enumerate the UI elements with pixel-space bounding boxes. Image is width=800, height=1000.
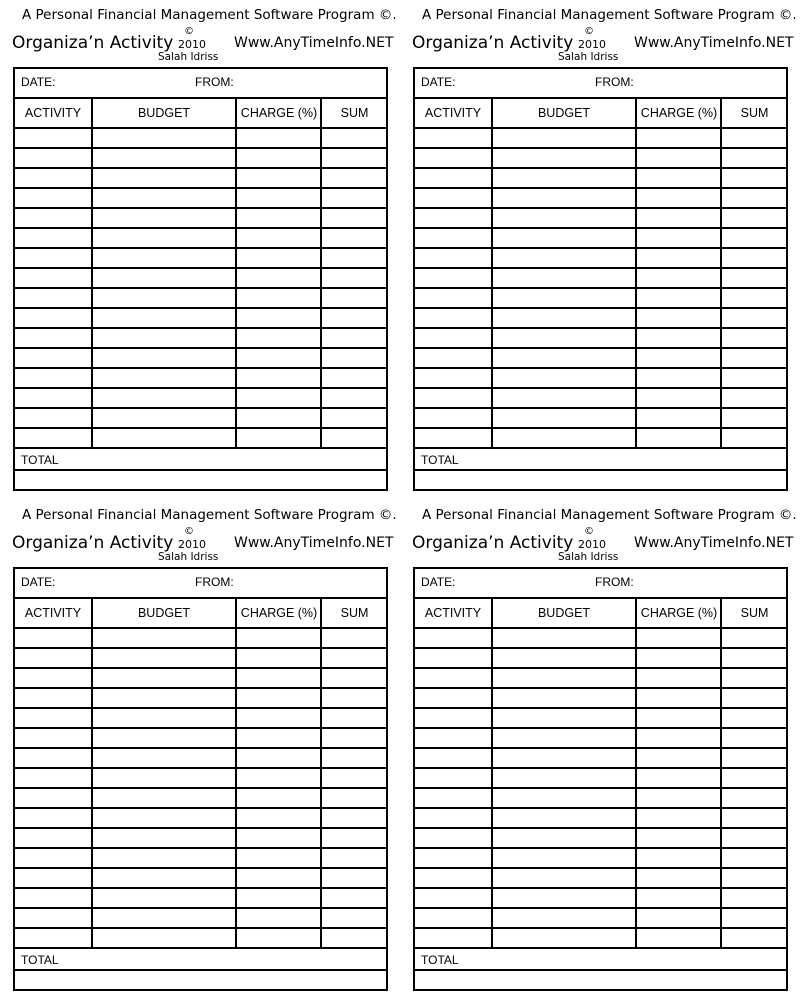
table-row-divider xyxy=(415,907,786,909)
column-header-charge: CHARGE (%) xyxy=(640,106,718,120)
column-header-budget: BUDGET xyxy=(137,106,191,120)
total-label: TOTAL xyxy=(421,453,459,467)
table-row-divider xyxy=(415,787,786,789)
activity-table xyxy=(413,67,788,491)
table-row-divider xyxy=(15,327,386,329)
column-divider xyxy=(720,597,722,949)
copyright-icon: © xyxy=(184,26,194,37)
date-label: DATE: xyxy=(21,575,56,589)
activity-table xyxy=(13,567,388,991)
column-divider xyxy=(235,97,237,449)
table-row-divider xyxy=(415,727,786,729)
column-header-budget: BUDGET xyxy=(537,106,591,120)
from-label: FROM: xyxy=(195,575,234,589)
table-row-divider xyxy=(15,767,386,769)
table-row-divider xyxy=(15,807,386,809)
column-header-sum: SUM xyxy=(740,106,769,120)
copyright-year: 2010 xyxy=(178,538,206,551)
table-row-divider xyxy=(15,727,386,729)
table-row-divider xyxy=(415,207,786,209)
table-row-divider xyxy=(415,667,786,669)
tagline: A Personal Financial Management Software Program ©. xyxy=(22,7,397,23)
table-row-divider xyxy=(415,447,786,449)
table-row-divider xyxy=(15,307,386,309)
column-divider xyxy=(635,97,637,449)
column-header-activity: ACTIVITY xyxy=(424,106,482,120)
table-row-divider xyxy=(415,327,786,329)
table-row-divider xyxy=(415,187,786,189)
table-row-divider xyxy=(15,447,386,449)
table-row-divider xyxy=(15,907,386,909)
copyright-year: 2010 xyxy=(178,38,206,51)
website-url: Www.AnyTimeInfo.NET xyxy=(634,535,794,551)
table-row-divider xyxy=(415,147,786,149)
column-divider xyxy=(491,97,493,449)
column-header-budget: BUDGET xyxy=(537,606,591,620)
table-row-divider xyxy=(15,687,386,689)
table-row-divider xyxy=(415,827,786,829)
from-label: FROM: xyxy=(595,75,634,89)
table-row-divider xyxy=(15,387,386,389)
table-row-divider xyxy=(415,347,786,349)
from-label: FROM: xyxy=(595,575,634,589)
table-row-divider xyxy=(15,147,386,149)
website-url: Www.AnyTimeInfo.NET xyxy=(234,35,394,51)
activity-form xyxy=(0,500,400,1000)
copyright-year: 2010 xyxy=(578,538,606,551)
copyright-icon: © xyxy=(184,526,194,537)
table-row-divider xyxy=(15,947,386,949)
table-row-divider xyxy=(15,407,386,409)
activity-table xyxy=(13,67,388,491)
table-row-divider xyxy=(415,427,786,429)
table-row-divider xyxy=(415,367,786,369)
table-row-divider xyxy=(15,347,386,349)
header-divider xyxy=(15,597,386,599)
table-row-divider xyxy=(415,887,786,889)
header-divider xyxy=(415,97,786,99)
column-header-budget: BUDGET xyxy=(137,606,191,620)
column-divider xyxy=(91,597,93,949)
table-row-divider xyxy=(15,267,386,269)
table-row-divider xyxy=(415,287,786,289)
table-row-divider xyxy=(15,787,386,789)
tagline: A Personal Financial Management Software Program ©. xyxy=(422,7,797,23)
header-divider xyxy=(15,97,386,99)
total-divider xyxy=(15,969,386,971)
form-title: Organiza’n Activity xyxy=(12,33,174,53)
table-row-divider xyxy=(15,167,386,169)
activity-form xyxy=(0,0,400,500)
total-divider xyxy=(415,469,786,471)
author-name: Salah Idriss xyxy=(158,551,219,563)
activity-form xyxy=(400,500,800,1000)
total-label: TOTAL xyxy=(21,953,59,967)
table-row-divider xyxy=(15,867,386,869)
table-row-divider xyxy=(15,427,386,429)
copyright-icon: © xyxy=(584,526,594,537)
column-divider xyxy=(91,97,93,449)
column-header-charge: CHARGE (%) xyxy=(240,106,318,120)
table-row-divider xyxy=(415,767,786,769)
form-title: Organiza’n Activity xyxy=(412,533,574,553)
website-url: Www.AnyTimeInfo.NET xyxy=(234,535,394,551)
column-divider xyxy=(235,597,237,949)
table-row-divider xyxy=(415,707,786,709)
column-header-sum: SUM xyxy=(340,606,369,620)
table-row-divider xyxy=(15,647,386,649)
column-divider xyxy=(491,597,493,949)
column-divider xyxy=(635,597,637,949)
column-header-sum: SUM xyxy=(740,606,769,620)
table-row-divider xyxy=(415,127,786,129)
table-row-divider xyxy=(415,927,786,929)
total-divider xyxy=(415,969,786,971)
table-row-divider xyxy=(415,227,786,229)
table-row-divider xyxy=(415,167,786,169)
activity-table xyxy=(413,567,788,991)
tagline: A Personal Financial Management Software Program ©. xyxy=(22,507,397,523)
copyright-icon: © xyxy=(584,26,594,37)
table-row-divider xyxy=(15,247,386,249)
total-label: TOTAL xyxy=(21,453,59,467)
column-divider xyxy=(720,97,722,449)
website-url: Www.AnyTimeInfo.NET xyxy=(634,35,794,51)
table-row-divider xyxy=(15,187,386,189)
column-header-activity: ACTIVITY xyxy=(24,106,82,120)
total-label: TOTAL xyxy=(421,953,459,967)
table-row-divider xyxy=(415,627,786,629)
column-header-sum: SUM xyxy=(340,106,369,120)
date-label: DATE: xyxy=(421,75,456,89)
total-divider xyxy=(15,469,386,471)
author-name: Salah Idriss xyxy=(158,51,219,63)
table-row-divider xyxy=(415,747,786,749)
table-row-divider xyxy=(15,227,386,229)
table-row-divider xyxy=(415,387,786,389)
column-header-charge: CHARGE (%) xyxy=(240,606,318,620)
copyright-year: 2010 xyxy=(578,38,606,51)
table-row-divider xyxy=(415,407,786,409)
table-row-divider xyxy=(15,927,386,929)
table-row-divider xyxy=(15,627,386,629)
column-header-activity: ACTIVITY xyxy=(424,606,482,620)
table-row-divider xyxy=(415,687,786,689)
table-row-divider xyxy=(415,867,786,869)
form-title: Organiza’n Activity xyxy=(12,533,174,553)
table-row-divider xyxy=(415,267,786,269)
table-row-divider xyxy=(15,827,386,829)
column-divider xyxy=(320,597,322,949)
table-row-divider xyxy=(415,807,786,809)
form-title: Organiza’n Activity xyxy=(412,33,574,53)
table-row-divider xyxy=(15,367,386,369)
date-label: DATE: xyxy=(421,575,456,589)
column-header-activity: ACTIVITY xyxy=(24,606,82,620)
activity-form xyxy=(400,0,800,500)
table-row-divider xyxy=(15,667,386,669)
table-row-divider xyxy=(15,887,386,889)
table-row-divider xyxy=(15,127,386,129)
column-divider xyxy=(320,97,322,449)
header-divider xyxy=(415,597,786,599)
author-name: Salah Idriss xyxy=(558,51,619,63)
column-header-charge: CHARGE (%) xyxy=(640,606,718,620)
table-row-divider xyxy=(15,707,386,709)
table-row-divider xyxy=(15,747,386,749)
table-row-divider xyxy=(415,847,786,849)
author-name: Salah Idriss xyxy=(558,551,619,563)
tagline: A Personal Financial Management Software Program ©. xyxy=(422,507,797,523)
table-row-divider xyxy=(15,287,386,289)
from-label: FROM: xyxy=(195,75,234,89)
table-row-divider xyxy=(15,207,386,209)
table-row-divider xyxy=(415,247,786,249)
table-row-divider xyxy=(415,947,786,949)
table-row-divider xyxy=(415,307,786,309)
table-row-divider xyxy=(15,847,386,849)
date-label: DATE: xyxy=(21,75,56,89)
table-row-divider xyxy=(415,647,786,649)
